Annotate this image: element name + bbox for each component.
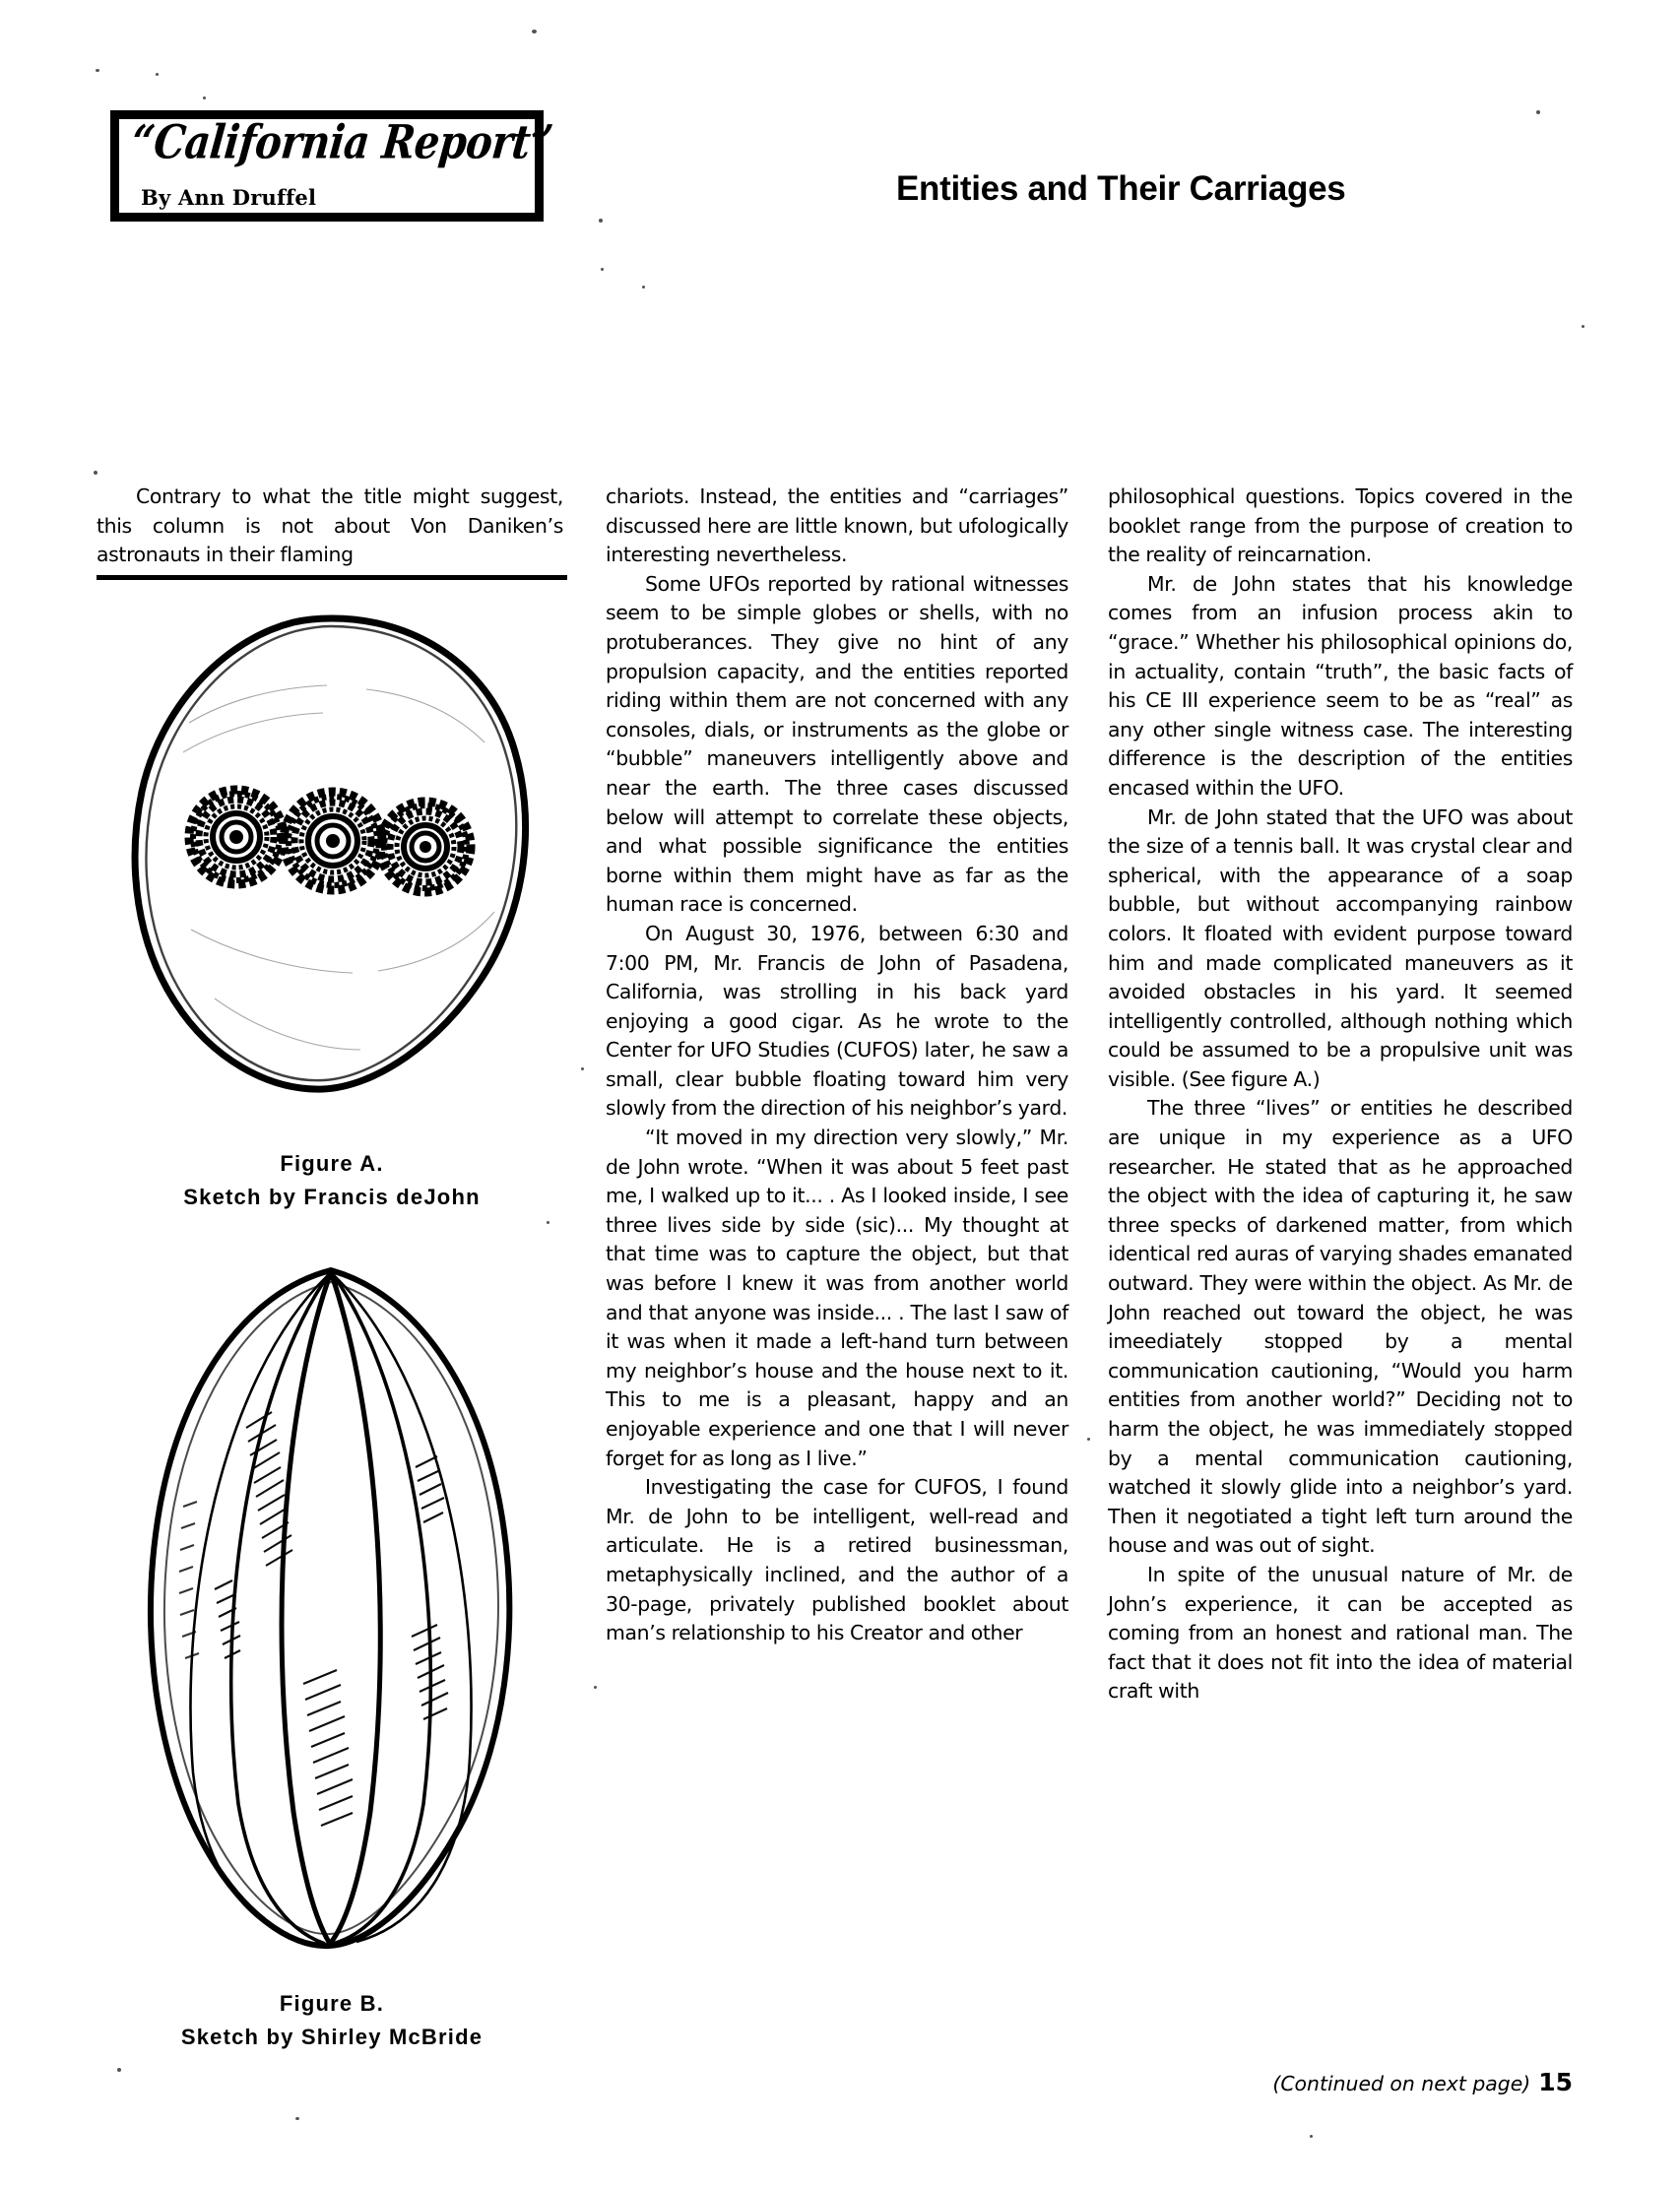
figure-b-sketch [120, 1260, 544, 1960]
figure-b-caption [97, 1987, 567, 2054]
figure-a [97, 605, 567, 1117]
paragraph: philosophical questions. Topics covered in the booklet range from the purpose of creation to the reality of reincarnation. [1108, 484, 1573, 567]
article-title: Entities and Their Carriages [896, 169, 1346, 208]
column-two [606, 483, 1068, 1648]
figure-b [97, 1260, 567, 1960]
scan-speck [117, 2068, 121, 2072]
figure-a-sketch [120, 605, 544, 1117]
scan-speck [599, 219, 603, 223]
column-rule [97, 575, 567, 580]
paragraph: On August 30, 1976, between 6:30 and 7:00 PM, Mr. Francis de John of Pasadena, California, was strolling in his back yard enjoying a good cigar. As he wrote to the Center for UFO Studies (CUFOS) later, he saw a small, clear bubble floating toward him very slowly from the direction of his neighbor’s yard. [606, 921, 1068, 1121]
figure-a-credit: Sketch by Francis deJohn [183, 1185, 481, 1209]
scan-speck [1310, 2135, 1313, 2138]
scan-speck [581, 1067, 584, 1070]
paragraph: Mr. de John stated that the UFO was about the size of a tennis ball. It was crystal clear and spherical, with the appearance of a soap bubble, but without accompanying rainbow colors. It floated with evident purpose toward him and made complicated maneuvers as it avoided obstacles in his yard. It seemed intelligently controlled, although nothing which could be assumed to be a propulsive unit was visible. (See figure A.) [1108, 805, 1573, 1091]
column-one [97, 483, 563, 570]
page-footer [1108, 2068, 1573, 2096]
figure-b-label: Figure B. [279, 1991, 385, 2016]
scan-speck [96, 69, 99, 72]
entity-cluster [189, 790, 471, 892]
masthead-byline: By Ann Druffel [141, 185, 317, 210]
paragraph: Contrary to what the title might suggest, this column is not about Von Daniken’s astronauts in their flaming [97, 484, 563, 567]
paragraph: Some UFOs reported by rational witnesses seem to be simple globes or shells, with no protuberances. They give no hint of any propulsion capacity, and the entities reported riding within them are not concerned with any consoles, dials, or instruments as the globe or “bubble” maneuvers intelligently above and near the earth. The three cases discussed below will attempt to correlate these objects, and what possible significance the entities borne within them might have as far as the human race is concerned. [606, 571, 1068, 917]
paragraph: “It moved in my direction very slowly,” Mr. de John wrote. “When it was about 5 feet past me, I walked up to it... . As I looked inside, I see three lives side by side (sic)... My thought at that time was to capture the object, but that was before I knew it was from another world and that anyone was inside... . The last I saw of it was when it made a left-hand turn between my neighbor’s house and the house next to it. This to me is a pleasant, happy and an enjoyable experience and one that I will never forget for as long as I live.” [606, 1126, 1068, 1470]
paragraph: In spite of the unusual nature of Mr. de John’s experience, it can be accepted as coming from an honest and rational man. The fact that it does not fit into the idea of material craft with [1108, 1562, 1573, 1704]
scan-speck [295, 2117, 299, 2120]
scan-speck [1582, 325, 1584, 328]
paragraph: The three “lives” or entities he described are unique in my experience as a UFO researcher. He stated that as he approached the object with the idea of capturing it, he saw three specks of darkened matter, from which identical red auras of varying shades emanated outward. They were within the object. As Mr. de John reached out toward the object, he was imeediately stopped by a mental communication cautioning, “Would you harm entities from another world?” Deciding not to harm the object, he was immediately stopped by a mental communication cautioning, watched it slowly glide into a neighbor’s yard. Then it negotiated a tight left turn around the house and was out of sight. [1108, 1096, 1573, 1558]
paragraph: chariots. Instead, the entities and “carriages” discussed here are little known, but ufologically interesting nevertheless. [606, 484, 1068, 567]
scan-speck [642, 286, 645, 289]
scan-speck [156, 73, 159, 76]
scan-speck [1536, 110, 1540, 114]
scan-speck [203, 97, 206, 99]
masthead-title: “California Report” [129, 115, 555, 170]
scan-speck [94, 471, 97, 475]
scan-speck [601, 268, 604, 271]
page-number: 15 [1538, 2068, 1573, 2096]
figure-a-label: Figure A. [280, 1151, 384, 1176]
scan-speck [1087, 1438, 1090, 1441]
scan-speck [547, 1221, 549, 1224]
figure-b-credit: Sketch by Shirley McBride [180, 2025, 484, 2049]
scan-speck [594, 1686, 597, 1689]
scan-speck [532, 30, 537, 33]
continued-note: (Continued on next page) [1272, 2072, 1531, 2095]
column-three [1108, 483, 1573, 1706]
figure-a-caption [97, 1147, 567, 1214]
masthead-box [110, 110, 555, 222]
paragraph: Investigating the case for CUFOS, I found Mr. de John to be intelligent, well-read and articulate. He is a retired businessman, metaphysically inclined, and the author of a 30-page, privately published booklet about man’s relationship to his Creator and other [606, 1475, 1068, 1645]
paragraph: Mr. de John states that his knowledge comes from an infusion process akin to “grace.” Whether his philosophical opinions do, in actuality, contain “truth”, the basic facts of his CE III experience seem to be as “real” as any other single witness case. The interesting difference is the description of the entities encased within the UFO. [1108, 571, 1573, 800]
